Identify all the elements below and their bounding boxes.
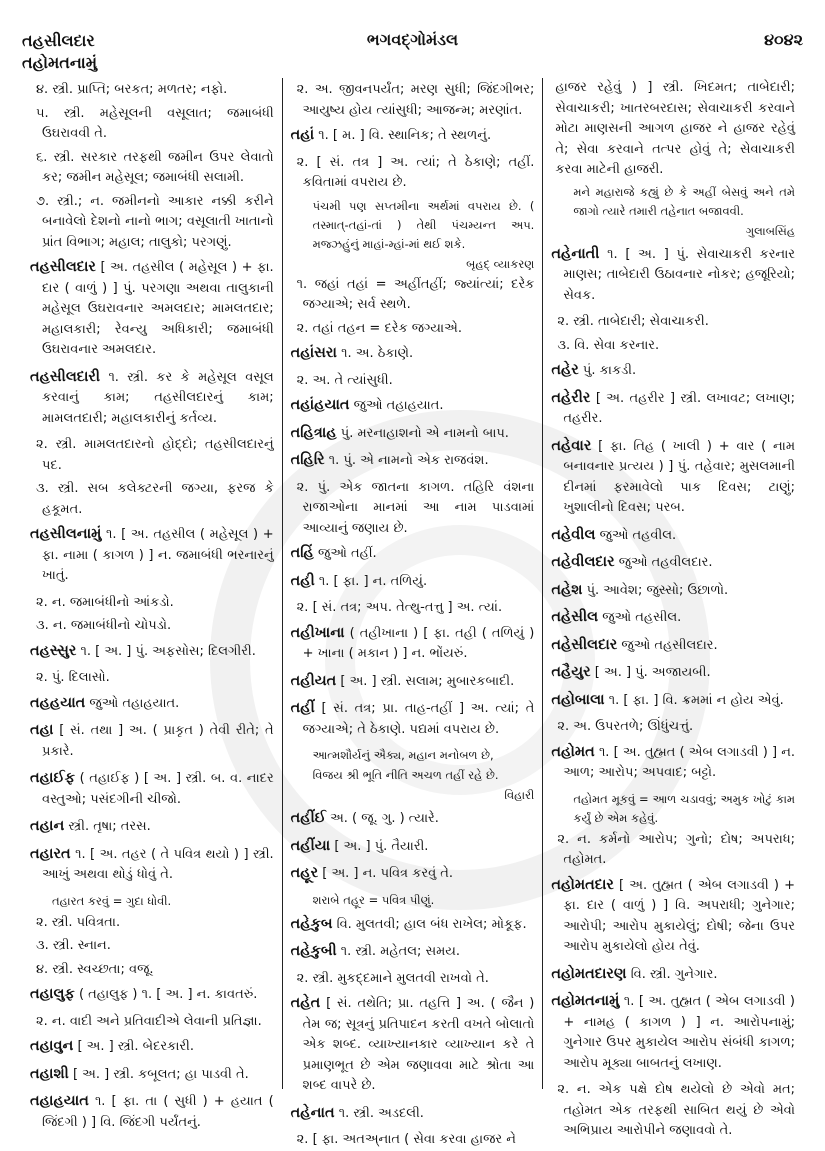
definition-text: ૧. સ્ત્રી. અડદલી.	[338, 1105, 424, 1121]
definition-text: જુઓ તહસીલ.	[602, 610, 682, 625]
headword: તહેવીલદાર	[551, 554, 615, 570]
dictionary-entry	[291, 1103, 535, 1125]
sense-definition: ૩. સ્ત્રી. સ્નાન.	[36, 938, 111, 953]
definition-text: જુઓ તહસીલદાર.	[621, 637, 718, 653]
definition-text: [ અ. ] સ્ત્રી. સલામ; મુબારકબાદી.	[340, 673, 515, 689]
dictionary-entry	[30, 1064, 274, 1086]
definition-text: જુઓ તહીં.	[318, 546, 377, 561]
dictionary-entry	[551, 360, 795, 382]
headword: તહારત	[30, 845, 71, 862]
definition-text: જુઓ તહવીલ.	[599, 527, 677, 543]
dictionary-entry	[551, 525, 795, 547]
sense-definition: ૨. [ સં. તત્ર; અપ. તેત્થુ-તત્તુ ] અ. ત્યાં.	[296, 600, 503, 615]
headword: તહોમતનામું	[551, 993, 620, 1009]
definition-text: [ સં. તથેતિ; પ્રા. તહત્તિ ] અ. ( જૈન ) તેમ જ; સૂત્રનું પ્રતિપાદન કરતી વખતે બોલાતો એક શબ્દ. વ્યાખ્યાનકાર વ્યાખ્યાન કરે તે પ્રમાણભૂત છે એમ જણાવવા માટે શ્રોતા આ શબ્દ વાપરે છે.	[302, 996, 535, 1093]
headword: તહસીલદારી	[30, 368, 101, 385]
sense-definition: ૩. વિ. સેવા કરનાર.	[557, 337, 660, 353]
usage-quote: આત્મશૌર્યનું ઐક્ય, મહાન મનોબળ છે,	[312, 748, 494, 762]
dictionary-entry	[30, 1091, 274, 1133]
quote-source: બૃહદ્ વ્યાકરણ	[466, 256, 535, 271]
headword: તહોમતદાર	[551, 876, 614, 893]
dictionary-entry	[551, 607, 795, 629]
definition-text: [ અ. તહરીર ] સ્ત્રી. લખાવટ; લખાણ; તહરીર.	[563, 390, 796, 426]
headword: તહી	[290, 572, 315, 589]
definition-text: [ સં. તત્ર; પ્રા. તાહ-તહીં ] અ. ત્યાં; તે જગ્યાએ; તે ઠેકાણે. પદ્યમાં વપરાય છે.	[302, 701, 535, 737]
headword: તહિત્રાહ	[290, 424, 337, 441]
dictionary-entry	[291, 125, 535, 147]
dictionary-entry	[291, 993, 535, 1097]
book-title: ભગવદ્ગોમંડલ	[366, 30, 459, 49]
usage-quote: તહોમત મૂકવું = આળ ચડાવવું; અમુક ખોટું કામ કર્યું છે એમ કહેવું.	[573, 791, 796, 825]
definition-text: વિ. સ્ત્રી. ગુનેગાર.	[630, 966, 718, 982]
dictionary-entry	[291, 395, 535, 417]
headword: તહેસીલ	[551, 609, 599, 625]
sense-definition: ૫. સ્ત્રી. મહેસૂલની વસૂલાત; જમાબંધી ઉઘરાવવી તે.	[36, 105, 274, 141]
definition-text: જુઓ તહાહયાત.	[353, 398, 444, 413]
usage-quote: શરાબે તહૂર = પવિત્ર પીણું.	[312, 892, 435, 907]
headword: તહિરિ	[290, 452, 325, 468]
sense-definition: ૨. તહાં તહન = દરેક જગ્યાએ.	[296, 320, 462, 336]
definition-text: ૧. [ મ. ] વિ. સ્થાનિક; તે સ્થળનું.	[318, 128, 492, 143]
sense-definition: ૨. પું. દિલાસો.	[36, 670, 110, 685]
headword: તહેનાતી	[551, 245, 600, 262]
headword: તહેનાત	[290, 1104, 335, 1121]
guide-word-first: તહસીલદાર	[22, 31, 95, 50]
dictionary-entry	[291, 941, 535, 963]
sense-definition: ૨. અ. જીવનપર્યંત; મરણ સુધી; જિંદગીભર; આયુષ્ય હોય ત્યાંસુધી; આજન્મ; મરણાંત.	[296, 82, 535, 118]
sense-definition: ૪. સ્ત્રી. પ્રાપ્તિ; બરકત; મળતર; નફો.	[36, 82, 228, 97]
sense-definition: ૨. ન. જમાબંધીનો આંકડો.	[36, 594, 174, 610]
headword: તહાશી	[30, 1065, 69, 1082]
usage-quote: વિજય શ્રી ભૂતિ નીતિ અચળ તહીં રહે છે.	[312, 768, 499, 782]
dictionary-entry	[291, 623, 535, 665]
dictionary-entry	[291, 808, 535, 830]
definition-text: અ. ( જૂ. ગુ. ) ત્યારે.	[330, 811, 439, 826]
sense-definition: ૪. સ્ત્રી. સ્વચ્છતા; વજૂ.	[36, 961, 154, 977]
headword: તહેશ	[551, 581, 583, 598]
definition-text: ( તહાલુફ ) ૧. [ અ. ] ન. કાવતરું.	[78, 987, 258, 1002]
dictionary-entry	[551, 662, 795, 684]
headword: તહસ્સુર	[30, 642, 77, 659]
headword: તહેકુબ	[290, 915, 333, 932]
headword: તહાંહયાત	[290, 397, 350, 413]
headword: તહાં	[290, 127, 315, 143]
dictionary-entry	[30, 720, 274, 762]
headword: તહેકુબી	[290, 943, 337, 959]
definition-text: ૧. સ્ત્રી. મહેતલ; સમય.	[340, 944, 461, 959]
guide-word-last: તહોમતનામું	[22, 53, 98, 72]
headword: તહાવુન	[30, 1038, 74, 1054]
quote-source: ગુલાબસિંહ	[745, 223, 796, 238]
dictionary-entry	[30, 641, 274, 663]
definition-text: ૧. [ અ. તહસીલ ( મહેસૂલ ) + ફા. નામા ( કાગળ ) ] ન. જમાબંધી ભરનારનું ખાતું.	[42, 527, 274, 583]
dictionary-entry	[30, 816, 274, 838]
dictionary-entry	[551, 875, 795, 958]
dictionary-entry	[291, 571, 535, 593]
headword: તહીખાના	[290, 624, 345, 641]
headword: તહેરીર	[551, 389, 591, 406]
definition-text: [ અ. ] સ્ત્રી. બેદરકારી.	[77, 1039, 194, 1054]
headword: તહેવાર	[551, 437, 592, 454]
dictionary-entry	[30, 1036, 274, 1058]
definition-text: ૧. [ ફા. ] વિ. ક્રમમાં ન હોય એવું.	[608, 692, 784, 708]
dictionary-columns	[22, 78, 803, 1147]
definition-text: ૧. સ્ત્રી. કર કે મહેસૂલ વસૂલ કરવાનું કામ; તહસીલદારનું કામ; મામલતદારી; મહાલકારીનું કર્તવ્ય.	[42, 369, 274, 426]
headword: તહાન	[30, 818, 65, 834]
dictionary-entry	[551, 742, 795, 784]
sense-definition: ૨. [ સં. તત્ર ] અ. ત્યાં; તે ઠેકાણે; તહીં. કવિતામાં વપરાય છે.	[296, 154, 535, 190]
sense-definition: ૨. સ્ત્રી. પવિત્રતા.	[36, 914, 121, 930]
dictionary-entry	[551, 552, 795, 574]
headword: તહીયત	[290, 672, 337, 689]
dictionary-entry	[30, 257, 274, 361]
dictionary-entry	[291, 450, 535, 472]
sense-definition: ૨. પું. એક જાતના કાગળ. તહિરિ વંશના રાજાઓના માનમાં આ નામ પાડવામાં આવ્યાનું જણાય છે.	[296, 479, 535, 536]
dictionary-entry	[291, 914, 535, 936]
definition-text: ( તહાઈફ ) [ અ. ] સ્ત્રી. બ. વ. નાદર વસ્તુઓ; પસંદગીની ચીજો.	[42, 771, 274, 807]
page-number: ૪૦૪૨	[764, 30, 803, 49]
headword: તહૂર	[290, 865, 319, 881]
definition-text: ૧. [ ફા. તા ( સુધી ) + હયાત ( જિંદગી ) ] વિ. જિંદગી પર્યંતનું.	[42, 1094, 274, 1130]
dictionary-entry	[291, 698, 535, 740]
definition-text: ૧. પું. એ નામનો એક રાજવંશ.	[328, 453, 489, 468]
dictionary-entry	[551, 580, 795, 602]
dictionary-entry	[551, 388, 795, 430]
usage-quote: મને મહારાજે કહ્યું છે કે અહીં બેસવું અને તમે જાગો ત્યારે તમારી તહેનાત બજાવવી.	[573, 184, 796, 218]
definition-text: ૧. [ અ. ] પું. અફસોસ; દિલગીરી.	[80, 643, 256, 659]
dictionary-entry	[551, 635, 795, 657]
dictionary-entry	[551, 436, 795, 519]
dictionary-entry	[30, 524, 274, 587]
sense-definition: ૧. જહાં તહાં = અહીંતહીં; જ્યાંત્યાં; દરેક જગ્યાએ; સર્વ સ્થળે.	[296, 276, 535, 312]
dictionary-entry	[30, 367, 274, 430]
definition-text: [ અ. તુહ્મત ( એબ લગાડવી ) + ફા. દાર ( વાળું ) ] વિ. અપરાધી; ગુનેગાર; આરોપી; આરોપ મુકાયેલું; દોષી; જેના ઉપર આરોપ મુકાયેલો હોય તેવું.	[563, 877, 796, 954]
definition-text: સ્ત્રી. તૃષા; તરસ.	[68, 819, 151, 834]
headword: તહોમતદારણ	[551, 965, 627, 982]
dictionary-entry	[30, 844, 274, 886]
definition-text: જુઓ તહાહયાત.	[89, 695, 180, 711]
sense-definition: ૨. ન. વાદી અને પ્રતિવાદીએ લેવાની પ્રતિજ્ઞા.	[36, 1013, 262, 1029]
headword: તહીંયા	[290, 837, 331, 854]
dictionary-entry	[551, 991, 795, 1074]
dictionary-entry	[551, 964, 795, 986]
definition-text: [ અ. ] પું. અજાયબી.	[594, 665, 711, 680]
headword: તહહયાત	[30, 694, 86, 711]
dictionary-entry	[30, 693, 274, 715]
definition-text: ૧. [ અ. તુહ્મત ( એબ લગાડવી ) ] ન. આળ; આરોપ; અપવાદ; બટ્ટો.	[563, 744, 796, 780]
definition-text: પું. આવેશ; જુસ્સો; ઉછાળો.	[586, 582, 729, 598]
definition-text: ૧. [ અ. તહર ( તે પવિત્ર થયો ) ] સ્ત્રી. આખું અથવા થોડું ધોવું તે.	[42, 846, 274, 882]
definition-text: જુઓ તહવીલદાર.	[618, 555, 713, 570]
column-3	[542, 78, 803, 1138]
headword: તહેર	[551, 362, 579, 378]
sense-definition: ૨. [ ફા. અતઅ્નાત ( સેવા કરવા હાજર ને	[296, 1132, 516, 1147]
headword: તહિં	[290, 545, 314, 561]
dictionary-entry	[551, 690, 795, 712]
dictionary-entry	[30, 768, 274, 810]
definition-text: પું. મરનાહાશનો એ નામનો બાપ.	[340, 425, 509, 441]
sense-definition: ૨. સ્ત્રી. તાબેદારી; સેવાચાકરી.	[557, 314, 709, 329]
sense-definition: ૨. અ. તે ત્યાંસુધી.	[296, 372, 393, 388]
usage-quote: પંચમી પણ સપ્તમીના અર્થમાં વપરાય છે. ( તસ્માત્-તહાં-તાં ) તેથી પંચમ્યન્ત અપ. મજ્ઝહુંનું માહાં-મ્હાં-માં થઈ શકે.	[312, 198, 535, 251]
column-2	[282, 78, 543, 1147]
quote-source: વિહારી	[504, 788, 535, 802]
headword: તહસીલદાર	[30, 259, 96, 275]
dictionary-entry	[291, 543, 535, 565]
headword: તહેસીલદાર	[551, 636, 618, 653]
sense-definition: ૭. સ્ત્રી.; ન. જમીનનો આકાર નક્કી કરીને બનાવેલો દેશનો નાનો ભાગ; વસૂલાતી ખાતાનો પ્રાંત વિભાગ; મહાલ; તાલુકો; પરગણું.	[36, 193, 274, 250]
definition-text: ૧. અ. ઠેકાણે.	[341, 346, 414, 361]
sense-definition: ૨. અ. ઉપરતળે; ઊંધુંચત્તું.	[557, 719, 694, 734]
headword: તહૈયુર	[551, 664, 591, 680]
sense-definition: ૬. સ્ત્રી. સરકાર તરફથી જમીન ઉપર લેવાતો કર; જમીન મહેસૂલ; જમાબંધી સલામી.	[36, 149, 274, 185]
headword: તહાહયાત	[30, 1093, 89, 1109]
sense-definition: ૨. ન. કર્મનો આરોપ; ગુનો; દોષ; અપરાધ; તહોમત.	[557, 831, 796, 867]
usage-quote: તહારત કરવું = ગુદા ધોવી.	[52, 893, 172, 908]
headword: તહાઈફ	[30, 770, 76, 786]
headword: તહોબાલા	[551, 691, 605, 708]
definition-text: ૧. [ અ. ] પું. સેવાચાકરી કરનાર માણસ; તાબેદારી ઉઠાવનાર નોકર; હજૂરિયો; સેવક.	[563, 246, 796, 303]
dictionary-entry	[291, 836, 535, 858]
definition-text: [ અ. ] ન. પવિત્ર કરવું તે.	[322, 866, 454, 881]
column-1	[22, 78, 282, 1130]
headword: તહોમત	[551, 743, 595, 760]
continued-definition: હાજર રહેવું ) ] સ્ત્રી. ખિદમત; તાબેદારી; સેવાચાકરી; ખાતરબરદાસ; સેવાચાકરી કરવાને મોટા માણસની આગળ હાજર ને હાજર રહેવું તે; સેવા કરવાને તત્પર હોવું તે; સેવાચાકરી કરવા માટેની હાજરી.	[555, 80, 796, 177]
definition-text: ૧. [ અ. તુહ્મત ( એબ લગાડવી ) + નામહ ( કાગળ ) ] ન. આરોપનામું; ગુનેગાર ઉપર મુકાયેલ આરોપ સંબંધી કાગળ; આરોપ મૂક્યા બાબતનું લખાણ.	[563, 994, 796, 1071]
definition-text: પું. કાકડી.	[582, 363, 637, 378]
dictionary-entry	[291, 863, 535, 885]
sense-definition: ૨. સ્ત્રી. મુકદ્દમાને મુલતવી રાખવો તે.	[296, 970, 489, 986]
sense-definition: ૩. સ્ત્રી. સબ કલેક્ટરની જગ્યા, ફરજ કે હકૂમત.	[36, 481, 274, 517]
definition-text: [ અ. ] સ્ત્રી. કબૂલત; હા પાડવી તે.	[72, 1066, 249, 1082]
definition-text: [ ફા. તિહ ( ખાલી ) + વાર ( નામ બનાવનાર પ્રત્યય ) ] પું. તહેવાર; મુસલમાની દીનમાં ફરમાવેલો પાક દિવસ; ટાણું; ખુશાલીનો દિવસ; પરબ.	[563, 438, 796, 515]
sense-definition: ૨. ન. એક પક્ષે દોષ થયેલો છે એવો મત; તહોમત એક તરફથી સાબિત થયું છે એવો અભિપ્રાય આરોપીને જણાવવો તે.	[557, 1082, 796, 1138]
headword: તહીંઈ	[290, 810, 326, 826]
definition-text: વિ. મુલતવી; હાલ બંધ રાખેલ; મોકૂફ.	[336, 916, 527, 932]
definition-text: [ અ. તહસીલ ( મહેસૂલ ) + ફા. દાર ( વાળું ) ] પું. પરગણા અથવા તાલુકાની મહેસૂલ ઉઘરાવનાર અમલદાર; મામલતદાર; મહાલકારી; રેવન્યુ અધિકારી; જમાબંધી ઉઘરાવનાર અમલદાર.	[42, 260, 274, 357]
page-header	[22, 30, 803, 80]
dictionary-entry	[551, 244, 795, 307]
dictionary-entry	[291, 671, 535, 693]
headword: તહીં	[290, 700, 315, 716]
definition-text: [ સં. તથા ] અ. ( પ્રાકૃત ) તેવી રીતે; તે પ્રકારે.	[42, 723, 274, 759]
dictionary-entry	[291, 423, 535, 445]
sense-definition: ૨. સ્ત્રી. મામલતદારનો હોદ્દો; તહસીલદારનું પદ.	[36, 437, 274, 473]
definition-text: ૧. [ ફા. ] ન. તળિયું.	[318, 573, 428, 589]
headword: તહેત	[290, 995, 321, 1011]
headword: તહસીલનામું	[30, 526, 102, 542]
headword: તહાંસરા	[290, 345, 337, 361]
dictionary-entry	[291, 343, 535, 365]
headword: તહા	[30, 722, 54, 738]
sense-definition: ૩. ન. જમાબંધીનો ચોપડો.	[36, 618, 172, 633]
definition-text: ( તહીખાના ) [ ફા. તહી ( તળિયું ) + ખાના ( મકાન ) ] ન. ભોંયરું.	[302, 625, 535, 661]
dictionary-entry	[30, 984, 274, 1006]
definition-text: [ અ. ] પું. તૈયારી.	[334, 838, 429, 854]
headword: તહાલુફ	[30, 986, 75, 1002]
headword: તહેવીલ	[551, 526, 596, 543]
